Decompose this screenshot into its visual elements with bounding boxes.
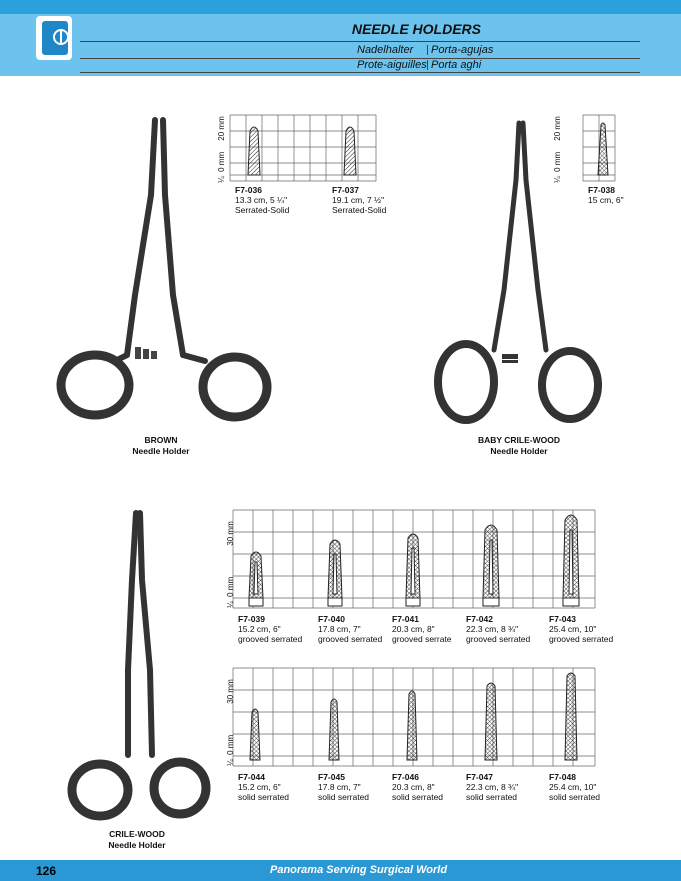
brown-caption [81,435,241,457]
crile-wood-type: Needle Holder [108,840,166,850]
product-f7-040: F7-040 17.8 cm, 7" grooved serrated [318,614,383,644]
product-f7-047: F7-047 22.3 cm, 8 ¾" solid serrated [466,772,519,802]
jaw-tip-f7-047 [485,683,497,760]
grid4-axis-label: ¼ 0 mm 30 mm [226,679,235,766]
product-f7-041: F7-041 20.3 cm, 8" grooved serrate [392,614,452,644]
brown-type: Needle Holder [132,446,190,456]
jaw-grid-solid [233,668,595,766]
grid1-axis-label: ¼ 0 mm 20 mm [217,116,226,183]
title-german: Nadelhalter [357,44,414,56]
footer-slogan: Panorama Serving Surgical World [270,864,448,876]
crile-wood-image [58,510,228,830]
title-separator-1 [427,45,428,55]
jaw-tip-f7-044 [250,709,260,760]
product-f7-044: F7-044 15.2 cm, 6" solid serrated [238,772,290,802]
jaw-tip-f7-046 [407,691,417,760]
brown-name: BROWN [144,435,178,445]
title-spanish: Porta-agujas [431,44,494,56]
grid2-axis-label: ¼ 0 mm 20 mm [553,116,562,183]
title-french: Prote-aiguilles [357,59,427,71]
product-f7-043: F7-043 25.4 cm, 10" grooved serrated [549,614,614,644]
baby-crile-wood-caption [439,435,599,457]
title-italian: Porta aghi [431,59,482,71]
title-separator-2 [427,60,428,70]
page-number: 126 [36,864,57,878]
header-band [0,0,681,76]
jaw-tip-f7-045 [329,699,339,760]
crile-wood-name: CRILE-WOOD [109,829,165,839]
baby-crile-wood-name: BABY CRILE-WOOD [477,435,560,445]
baby-crile-wood-type: Needle Holder [490,446,548,456]
jaw-tip-f7-048 [565,673,577,760]
jaw-tip-f7-036 [248,127,260,175]
page-title: NEEDLE HOLDERS [351,21,481,37]
header-rule-3 [80,72,640,73]
jaw-grid-038 [583,115,615,181]
product-f7-045: F7-045 17.8 cm, 7" solid serrated [318,772,370,802]
product-f7-037: F7-037 19.1 cm, 7 ½" Serrated-Solid [332,185,387,215]
jaw-grid-grooved [233,510,595,608]
jaw-grid-036-037 [230,115,376,181]
grid3-axis-label: ¼ 0 mm 30 mm [226,521,235,608]
panorama-logo [36,16,72,60]
product-f7-036: F7-036 13.3 cm, 5 ¼" Serrated-Solid [235,185,290,215]
product-f7-046: F7-046 20.3 cm, 8" solid serrated [392,772,444,802]
jaw-tip-f7-037 [344,127,356,175]
product-f7-039: F7-039 15.2 cm, 6" grooved serrated [238,614,303,644]
product-f7-038: F7-038 15 cm, 6" [588,185,624,205]
product-f7-042: F7-042 22.3 cm, 8 ¾" grooved serrated [466,614,531,644]
product-f7-048: F7-048 25.4 cm, 10" solid serrated [549,772,601,802]
header-rule-1 [80,41,640,42]
crile-wood-caption [57,829,217,851]
header-top-strip [0,0,681,14]
